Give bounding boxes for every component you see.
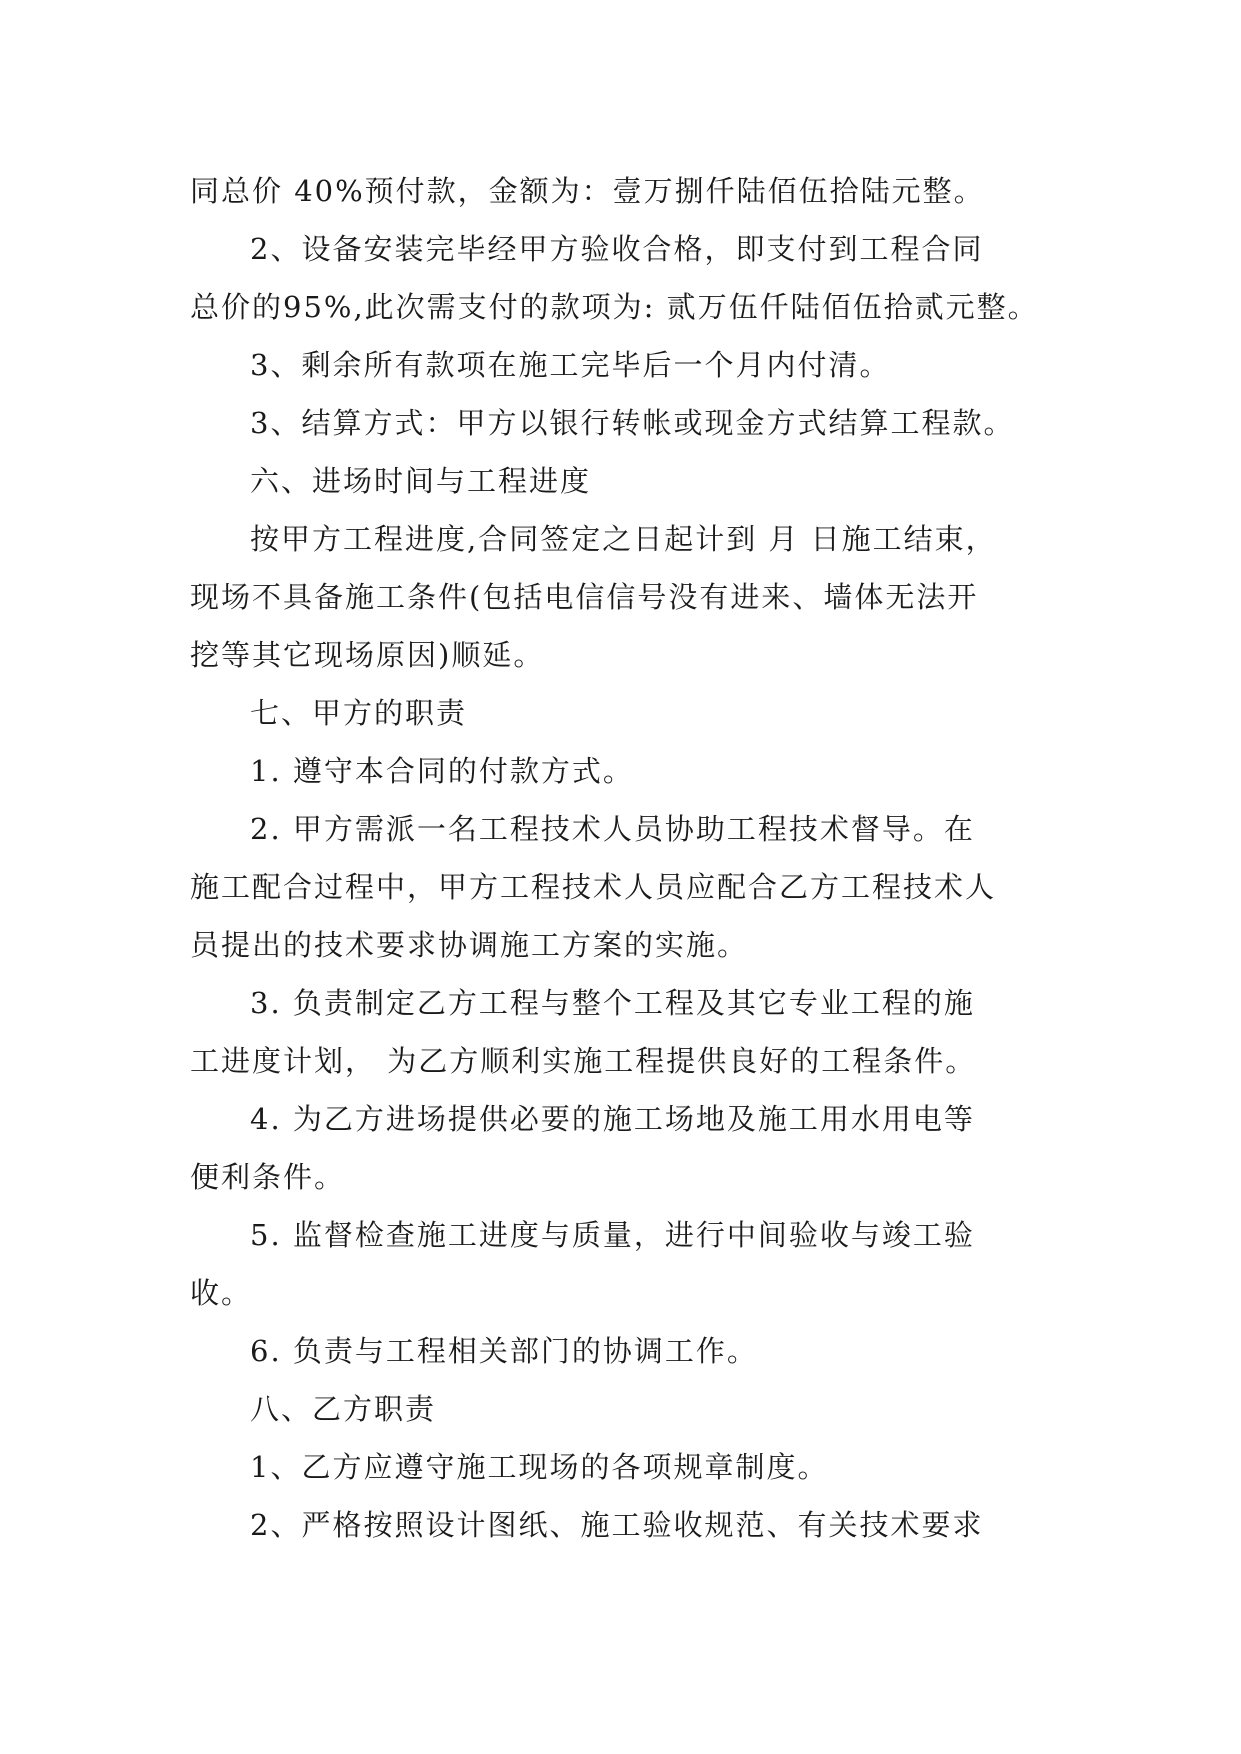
text-line: 工进度计划， 为乙方顺利实施工程提供良好的工程条件。 — [190, 1044, 977, 1078]
text-line: 2. 甲方需派一名工程技术人员协助工程技术督导。在 — [250, 812, 975, 846]
text-line: 总价的95%,此次需支付的款项为: 贰万伍仟陆佰伍拾贰元整。 — [190, 290, 1039, 324]
text-line: 2、设备安装完毕经甲方验收合格，即支付到工程合同 — [250, 232, 984, 266]
text-line: 3、结算方式：甲方以银行转帐或现金方式结算工程款。 — [250, 406, 1015, 440]
section-heading: 八、乙方职责 — [250, 1392, 437, 1426]
text-line: 6. 负责与工程相关部门的协调工作。 — [250, 1334, 758, 1368]
text-line: 2、严格按照设计图纸、施工验收规范、有关技术要求 — [250, 1508, 984, 1542]
text-line: 3. 负责制定乙方工程与整个工程及其它专业工程的施 — [250, 986, 975, 1020]
text-line: 收。 — [190, 1276, 253, 1310]
section-heading: 七、甲方的职责 — [250, 696, 468, 730]
section-heading: 六、进场时间与工程进度 — [250, 464, 592, 498]
text-line: 按甲方工程进度,合同签定之日起计到 月 日施工结束， — [250, 522, 997, 556]
text-line: 员提出的技术要求协调施工方案的实施。 — [190, 928, 749, 962]
text-line: 1、乙方应遵守施工现场的各项规章制度。 — [250, 1450, 829, 1484]
text-line: 施工配合过程中，甲方工程技术人员应配合乙方工程技术人 — [190, 870, 997, 904]
text-line: 挖等其它现场原因)顺延。 — [190, 638, 545, 672]
text-line: 便利条件。 — [190, 1160, 346, 1194]
text-line: 5. 监督检查施工进度与质量，进行中间验收与竣工验 — [250, 1218, 975, 1252]
text-line: 1. 遵守本合同的付款方式。 — [250, 754, 634, 788]
text-line: 同总价 40%预付款，金额为：壹万捌仟陆佰伍拾陆元整。 — [190, 174, 985, 208]
text-line: 3、剩余所有款项在施工完毕后一个月内付清。 — [250, 348, 891, 382]
document-body — [190, 162, 1060, 1554]
text-line: 4. 为乙方进场提供必要的施工场地及施工用水用电等 — [250, 1102, 975, 1136]
text-line: 现场不具备施工条件(包括电信信号没有进来、墙体无法开 — [190, 580, 979, 614]
